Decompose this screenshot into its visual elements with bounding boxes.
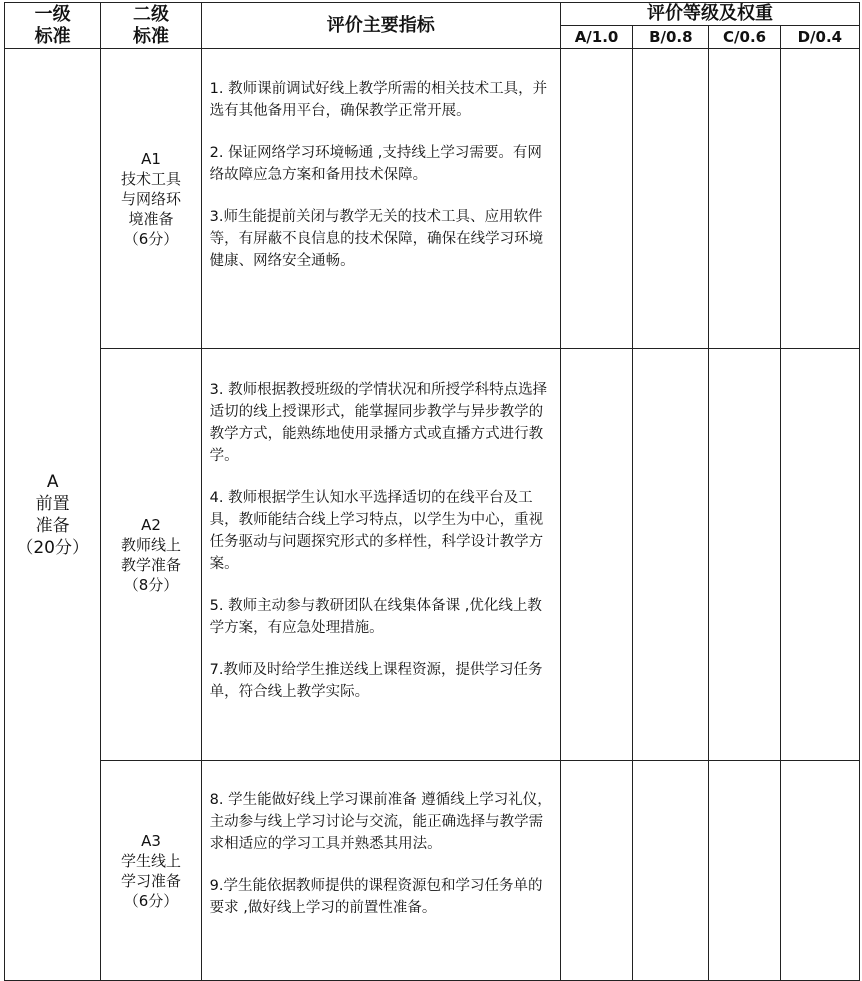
grade-d-cell[interactable] [780,761,859,981]
grade-a-header: A/1.0 [560,26,632,49]
level2-name-line: 学习准备 [120,871,181,890]
grade-b-header: B/0.8 [633,26,709,49]
level2-score: （6分） [123,229,179,248]
grade-b-cell[interactable] [633,761,709,981]
level2-score: （6分） [123,891,179,910]
level1-code: A [46,471,59,492]
level2-cell-a3 [101,761,201,981]
indicators-cell-a3 [201,761,560,981]
grade-a-cell[interactable] [560,349,632,761]
header-level1-line1: 一级 [34,3,71,25]
level2-score: （8分） [123,575,179,594]
grade-a-cell[interactable] [560,49,632,349]
level2-name-line: 教学准备 [120,555,181,574]
indicator-item: 1. 教师课前调试好线上教学所需的相关技术工具，并选有其他备用平台，确保教学正常开展。 [209,81,548,119]
grade-c-cell[interactable] [709,49,780,349]
level2-name-line: 技术工具 [120,169,181,188]
level2-name-line: 学生线上 [120,851,181,870]
indicators-cell-a1 [201,49,560,349]
indicator-item: 9.学生能依据教师提供的课程资源包和学习任务单的要求 ,做好线上学习的前置性准备。 [209,878,543,916]
grade-b-cell[interactable] [633,349,709,761]
header-grades-title: 评价等级及权重 [560,3,859,26]
grade-d-header: D/0.4 [780,26,859,49]
level2-code: A1 [141,149,161,168]
level2-code: A3 [141,831,161,850]
indicator-item: 3. 教师根据教授班级的学情状况和所授学科特点选择适切的线上授课形式，能掌握同步教学与异步教学的教学方式，能熟练地使用录播方式或直播方式进行教学。 [209,382,548,464]
level1-name-line2: 准备 [35,515,70,536]
evaluation-table [4,2,860,981]
indicator-item: 4. 教师根据学生认知水平选择适切的在线平台及工具，教师能结合线上学习特点，以学生为中心，重视任务驱动与问题探究形式的多样性，科学设计教学方案。 [209,490,544,572]
header-level2 [101,3,201,49]
table-row-a2 [5,349,860,761]
grade-b-cell[interactable] [633,49,709,349]
grade-a-cell[interactable] [560,761,632,981]
level1-cell [5,49,101,981]
level2-name-line: 教师线上 [120,535,181,554]
level1-name-line1: 前置 [35,493,70,514]
header-level1-line2: 标准 [34,25,71,47]
level2-cell-a1 [101,49,201,349]
table-row-a1 [5,49,860,349]
header-level2-line2: 标准 [133,25,169,47]
indicator-item: 8. 学生能做好线上学习课前准备 遵循线上学习礼仪，主动参与线上学习讨论与交流，能正确选择与教学需求相适应的学习工具并熟悉其用法。 [209,792,552,852]
level2-code: A2 [141,515,161,534]
grade-d-cell[interactable] [780,349,859,761]
level2-cell-a2 [101,349,201,761]
indicator-item: 7.教师及时给学生推送线上课程资源，提供学习任务单，符合线上教学实际。 [209,662,543,700]
header-indicators: 评价主要指标 [201,3,560,49]
header-level2-line1: 二级 [133,3,169,25]
grade-c-header: C/0.6 [709,26,780,49]
grade-c-cell[interactable] [709,761,780,981]
grade-d-cell[interactable] [780,49,859,349]
indicator-item: 2. 保证网络学习环境畅通 ,支持线上学习需要。有网络故障应急方案和备用技术保障。 [209,145,542,183]
indicators-cell-a2 [201,349,560,761]
header-row-1 [5,3,860,26]
level2-name-line: 与网络环 [120,189,181,208]
header-level1 [5,3,101,49]
level1-score: （20分） [16,537,89,558]
grade-c-cell[interactable] [709,349,780,761]
indicator-item: 3.师生能提前关闭与教学无关的技术工具、应用软件等，有屏蔽不良信息的技术保障，确保在线学习环境健康、网络安全通畅。 [209,209,544,269]
level2-name-line: 境准备 [128,209,174,228]
table-row-a3 [5,761,860,981]
indicator-item: 5. 教师主动参与教研团队在线集体备课 ,优化线上教学方案，有应急处理措施。 [209,598,542,636]
